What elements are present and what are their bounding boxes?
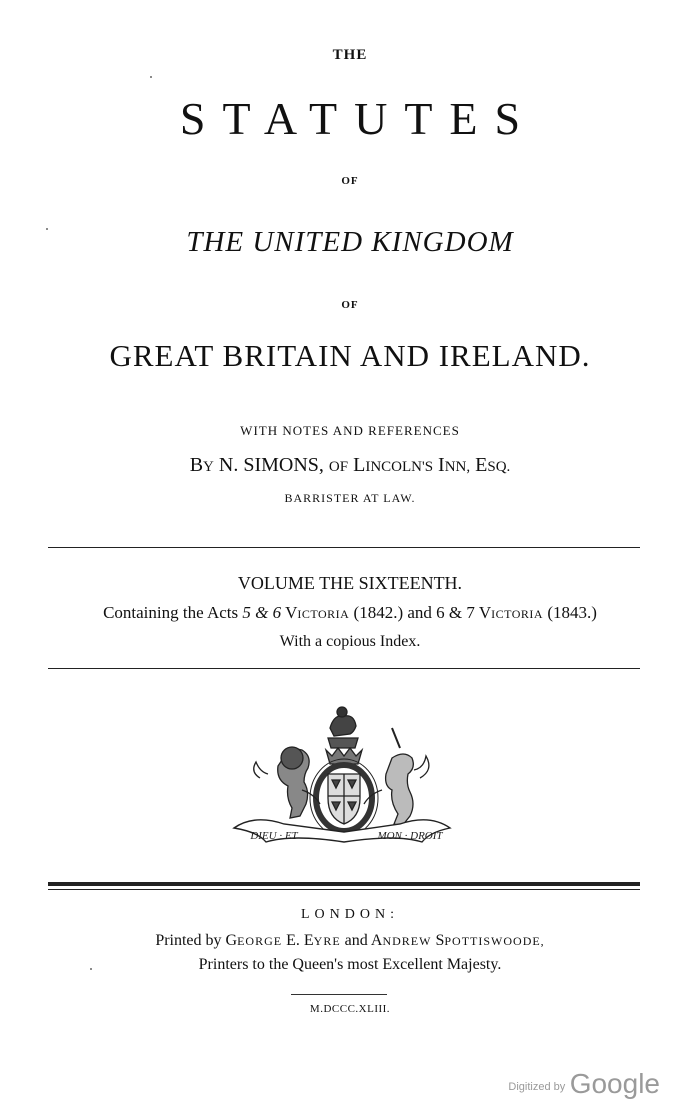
- acts-2-number: 6 & 7: [436, 603, 475, 622]
- title-of-2: OF: [341, 299, 359, 311]
- containing-line: [0, 604, 700, 621]
- by-rest: Y: [203, 459, 214, 475]
- containing-lead: Containing the Acts: [103, 603, 239, 622]
- imprint-printers: [0, 933, 700, 949]
- victoria-1-rest: ICTORIA: [297, 607, 350, 621]
- paper-speck: [150, 76, 152, 78]
- author-name: N. SIMONS,: [218, 454, 324, 476]
- spottiswoode-rest: POTTISWOODE,: [444, 934, 545, 948]
- esq-rest: SQ.: [487, 459, 511, 475]
- author-of: OF: [328, 459, 349, 475]
- eyre-initial: E: [303, 932, 314, 949]
- andrew-initial: A: [370, 932, 383, 949]
- containing-and: and: [407, 603, 432, 622]
- digitized-watermark: [508, 1068, 660, 1100]
- title-statutes: STATUTES: [179, 93, 538, 144]
- lincolns-rest: INCOLN'S: [365, 459, 434, 475]
- year-1: (1842.): [353, 603, 404, 622]
- esq-initial: E: [475, 454, 488, 476]
- title-of-1: OF: [341, 175, 359, 187]
- by-initial: B: [189, 454, 204, 476]
- imprint-majesty: Printers to the Queen's most Excellent Majesty.: [198, 956, 502, 973]
- title-united-kingdom: THE UNITED KINGDOM: [186, 226, 514, 258]
- george-initial: G: [225, 932, 238, 949]
- index-line: With a copious Index.: [279, 633, 421, 650]
- title-the: THE: [332, 47, 368, 63]
- divider-small: [291, 994, 387, 995]
- paper-speck: [90, 968, 92, 970]
- motto-left: DIEU · ET: [250, 830, 298, 842]
- lincolns-initial: L: [353, 454, 366, 476]
- inn-rest: NN,: [444, 459, 471, 475]
- notes-line: WITH NOTES AND REFERENCES: [240, 423, 460, 438]
- george-rest: EORGE: [237, 934, 283, 948]
- digitized-by-label: Digitized by: [508, 1081, 566, 1093]
- eyre-middle-initial: E.: [286, 932, 300, 949]
- divider-middle: [48, 668, 640, 669]
- printed-and: and: [344, 932, 368, 949]
- title-great-britain: GREAT BRITAIN AND IRELAND.: [109, 338, 591, 373]
- victoria-1-initial: V: [285, 603, 298, 622]
- motto-right: MON · DROIT: [377, 830, 443, 842]
- year-2: (1843.): [547, 603, 597, 622]
- divider-top: [48, 547, 640, 548]
- acts-1-number: 5 & 6: [242, 603, 282, 622]
- spottiswoode-initial: S: [435, 932, 445, 949]
- volume-title: VOLUME THE SIXTEENTH.: [237, 573, 463, 593]
- royal-arms-emblem: [232, 700, 452, 850]
- google-wordmark: Google: [569, 1068, 660, 1099]
- author-line: [0, 455, 700, 475]
- printed-lead: Printed by: [155, 932, 222, 949]
- imprint-year: M.DCCC.XLIII.: [309, 1003, 391, 1015]
- victoria-2-initial: V: [478, 603, 492, 622]
- imprint-city: LONDON:: [301, 907, 399, 922]
- eyre-rest: YRE: [313, 934, 341, 948]
- divider-heavy: [48, 882, 640, 886]
- divider-heavy-thin: [48, 889, 640, 890]
- andrew-rest: NDREW: [382, 934, 432, 948]
- inn-initial: I: [438, 454, 445, 476]
- victoria-2-rest: ICTORIA: [491, 607, 544, 621]
- paper-speck: [46, 228, 48, 230]
- barrister-line: BARRISTER AT LAW.: [284, 491, 416, 505]
